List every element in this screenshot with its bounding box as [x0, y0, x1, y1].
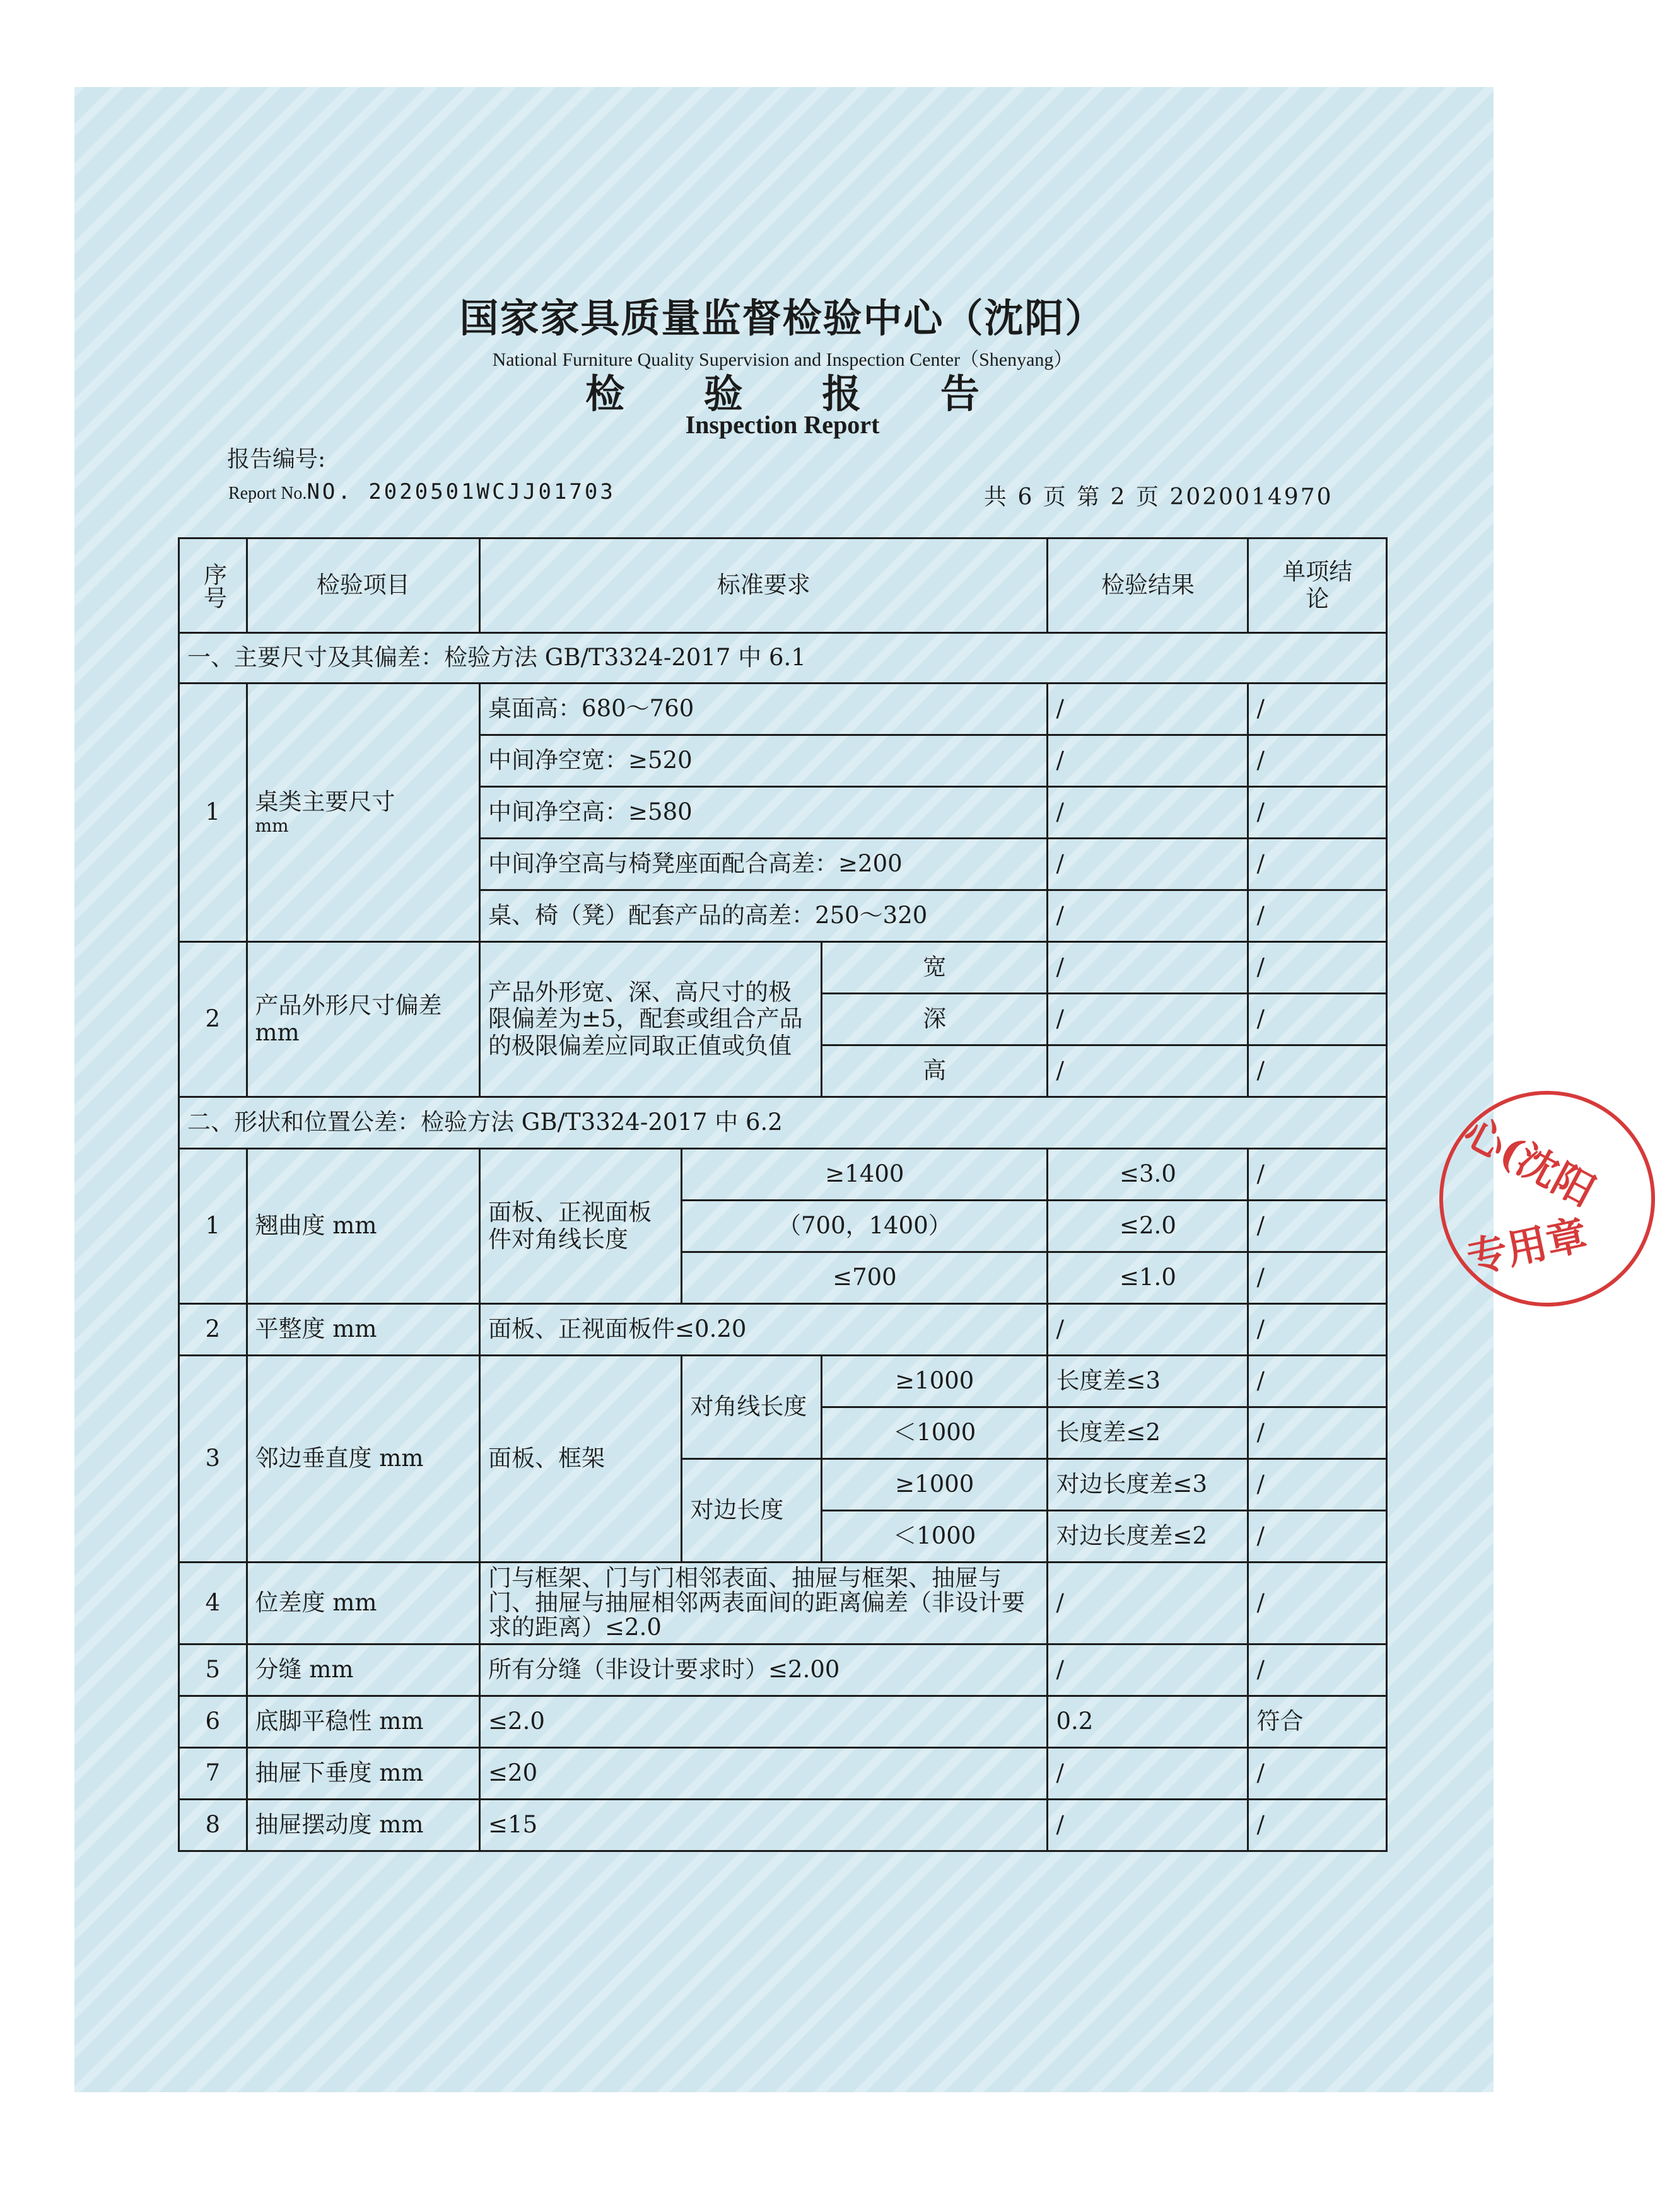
report-title-english: Inspection Report [685, 410, 880, 439]
report-title-chinese: 检 验 报 告 [585, 371, 1012, 417]
row-limit: ≤3.0 [1048, 1149, 1248, 1201]
row-seq: 1 [179, 684, 247, 942]
row-conclusion: / [1248, 1800, 1387, 1851]
row-conclusion: 符合 [1248, 1696, 1387, 1748]
row-item: 翘曲度 mm [247, 1149, 480, 1304]
row-item [247, 684, 480, 942]
row-range: ＜1000 [822, 1511, 1048, 1563]
row-limit: 对边长度差≤2 [1048, 1511, 1248, 1563]
row-range: （700，1400） [682, 1201, 1048, 1252]
table-row [179, 942, 1387, 994]
row-item: 抽屉摆动度 mm [247, 1800, 480, 1851]
section-title-2: 二、形状和位置公差：检验方法 GB/T3324-2017 中 6.2 [179, 1097, 1387, 1149]
row-result: / [1048, 1045, 1248, 1097]
row-item: 分缝 mm [247, 1644, 480, 1696]
row-limit: 长度差≤3 [1048, 1356, 1248, 1407]
row-result: / [1048, 890, 1248, 942]
row-conclusion: / [1248, 1644, 1387, 1696]
row-requirement: 中间净空高：≥580 [480, 787, 1048, 839]
row-item: 产品外形尺寸偏差mm [247, 942, 480, 1097]
row-requirement: 面板、框架 [480, 1356, 682, 1563]
report-number-label-english: Report No. [228, 484, 307, 503]
row-requirement: ≤2.0 [480, 1696, 1048, 1748]
header-conclusion: 单项结论 [1248, 538, 1387, 633]
row-seq: 2 [179, 1304, 247, 1356]
header-result: 检验结果 [1048, 538, 1248, 633]
header-standard: 标准要求 [480, 538, 1048, 633]
row-requirement: 面板、正视面板件对角线长度 [480, 1149, 682, 1304]
row-result: / [1256, 1264, 1265, 1291]
row-range: ≥1000 [822, 1356, 1048, 1407]
section-row [179, 1097, 1387, 1149]
row-result-conclusion [1248, 1149, 1387, 1201]
table-row [179, 1149, 1387, 1201]
row-requirement: ≤15 [480, 1800, 1048, 1851]
row-seq: 7 [179, 1748, 247, 1800]
row-range: ≤700 [682, 1252, 1048, 1304]
row-requirement: 门与框架、门与门相邻表面、抽屉与框架、抽屉与门、抽屉与抽屉相邻两表面间的距离偏差（非设计要求的距离）≤2.0 [480, 1563, 1048, 1644]
row-item-name: 桌类主要尺寸 [255, 788, 395, 816]
table-header-row [179, 538, 1387, 633]
row-conclusion: / [1248, 942, 1387, 994]
row-item: 抽屉下垂度 mm [247, 1748, 480, 1800]
row-dimension: 深 [822, 994, 1048, 1045]
table-row [179, 1748, 1387, 1800]
row-result: 0.2 [1048, 1696, 1248, 1748]
row-conclusion: / [1248, 1748, 1387, 1800]
row-seq: 3 [179, 1356, 247, 1563]
row-seq: 1 [179, 1149, 247, 1304]
row-conclusion: / [1248, 890, 1387, 942]
row-requirement: 中间净空高与椅凳座面配合高差：≥200 [480, 839, 1048, 890]
table-row [179, 1356, 1387, 1407]
row-result: / [1048, 994, 1248, 1045]
row-seq: 2 [179, 942, 247, 1097]
center-title-english: National Furniture Quality Supervision and Inspection Center（Shenyang） [492, 349, 1073, 370]
header-item: 检验项目 [247, 538, 480, 633]
row-result: / [1048, 1644, 1248, 1696]
row-result: / [1048, 684, 1248, 735]
row-subgroup: 对角线长度 [682, 1356, 822, 1459]
row-seq: 8 [179, 1800, 247, 1851]
row-result: / [1048, 787, 1248, 839]
official-seal-stamp [1439, 1091, 1655, 1307]
row-result-conclusion [1248, 1201, 1387, 1252]
row-requirement: ≤20 [480, 1748, 1048, 1800]
row-item: 平整度 mm [247, 1304, 480, 1356]
stamp-text-bottom: 专用章 [1463, 1211, 1591, 1283]
row-result: / [1048, 839, 1248, 890]
table-row [179, 1563, 1387, 1644]
table-row [179, 684, 1387, 735]
inspection-table [178, 537, 1388, 1852]
row-limit: ≤1.0 [1048, 1252, 1248, 1304]
row-limit: 长度差≤2 [1048, 1407, 1248, 1459]
row-result: / [1248, 1459, 1387, 1511]
row-range: ≥1400 [682, 1149, 1048, 1201]
row-result: / [1048, 942, 1248, 994]
row-conclusion: / [1248, 1045, 1387, 1097]
row-conclusion: / [1248, 684, 1387, 735]
report-number [228, 479, 616, 504]
report-number-label: 报告编号: [227, 446, 326, 472]
row-item: 位差度 mm [247, 1563, 480, 1644]
table-row [179, 1696, 1387, 1748]
row-dimension: 高 [822, 1045, 1048, 1097]
row-result: / [1048, 1304, 1248, 1356]
row-conclusion: / [1248, 839, 1387, 890]
row-range: ＜1000 [822, 1407, 1048, 1459]
header-seq: 序号 [179, 538, 247, 633]
row-conclusion: / [1248, 994, 1387, 1045]
row-seq: 4 [179, 1563, 247, 1644]
row-requirement: 桌面高：680～760 [480, 684, 1048, 735]
row-conclusion: / [1248, 735, 1387, 787]
row-result: / [1248, 1511, 1387, 1563]
row-conclusion: / [1248, 787, 1387, 839]
center-title-chinese: 国家家具质量监督检验中心（沈阳） [459, 295, 1106, 341]
row-requirement: 所有分缝（非设计要求时）≤2.00 [480, 1644, 1048, 1696]
table-row [179, 1644, 1387, 1696]
table-row [179, 1304, 1387, 1356]
row-item: 邻边垂直度 mm [247, 1356, 480, 1563]
row-limit: ≤2.0 [1048, 1201, 1248, 1252]
row-result: / [1048, 735, 1248, 787]
row-dimension: 宽 [822, 942, 1048, 994]
stamp-text-top: 心(沈阳 [1456, 1108, 1603, 1216]
row-result: / [1256, 1212, 1265, 1240]
row-subgroup: 对边长度 [682, 1459, 822, 1563]
row-requirement: 产品外形宽、深、高尺寸的极限偏差为±5，配套或组合产品的极限偏差应同取正值或负值 [480, 942, 822, 1097]
row-conclusion: / [1248, 1304, 1387, 1356]
page-info: 共 6 页 第 2 页 2020014970 [984, 484, 1333, 510]
row-requirement: 桌、椅（凳）配套产品的高差：250～320 [480, 890, 1048, 942]
row-item: 底脚平稳性 mm [247, 1696, 480, 1748]
section-title-1: 一、主要尺寸及其偏差：检验方法 GB/T3324-2017 中 6.1 [179, 633, 1387, 684]
row-result: / [1048, 1800, 1248, 1851]
row-result-conclusion [1248, 1252, 1387, 1304]
row-limit: 对边长度差≤3 [1048, 1459, 1248, 1511]
table-row [179, 1800, 1387, 1851]
report-number-value: NO. 2020501WCJJ01703 [307, 479, 616, 504]
row-requirement: 中间净空宽：≥520 [480, 735, 1048, 787]
row-seq: 5 [179, 1644, 247, 1696]
row-result: / [1048, 1563, 1248, 1644]
row-result: / [1248, 1407, 1387, 1459]
row-range: ≥1000 [822, 1459, 1048, 1511]
row-seq: 6 [179, 1696, 247, 1748]
section-row [179, 633, 1387, 684]
row-result: / [1048, 1748, 1248, 1800]
row-result: / [1248, 1356, 1387, 1407]
row-result: / [1256, 1160, 1265, 1188]
row-conclusion: / [1248, 1563, 1387, 1644]
row-item-unit: mm [255, 815, 289, 836]
row-requirement: 面板、正视面板件≤0.20 [480, 1304, 1048, 1356]
